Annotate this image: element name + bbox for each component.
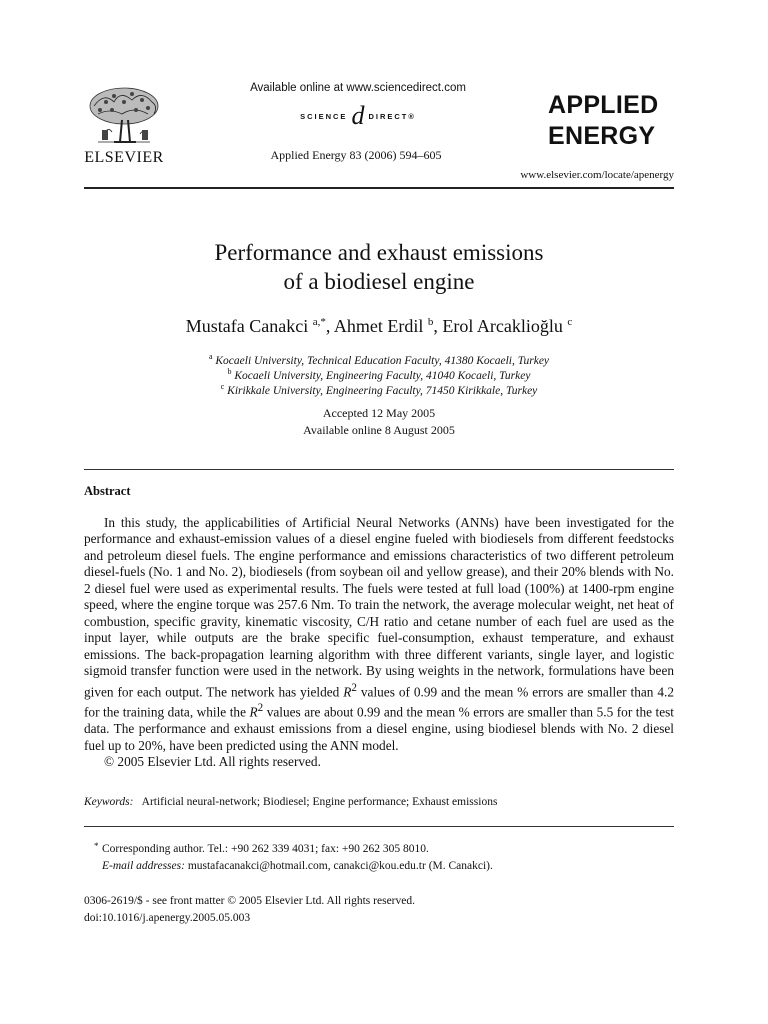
footnote bbox=[84, 841, 674, 875]
available-online-line: Available online at www.sciencedirect.com bbox=[250, 82, 466, 94]
affiliation-c bbox=[84, 382, 674, 397]
sciencedirect-logo bbox=[282, 103, 434, 129]
sd-left-text: SCIENCE bbox=[300, 111, 348, 121]
author-separator: , bbox=[433, 316, 443, 336]
affiliation-a bbox=[84, 352, 674, 367]
author-mark[interactable]: b bbox=[427, 316, 434, 328]
r-symbol: R bbox=[343, 683, 352, 699]
journal-title-line1: APPLIED bbox=[548, 91, 659, 119]
journal-title bbox=[548, 90, 678, 152]
r-symbol: R bbox=[249, 704, 258, 720]
affiliation-mark: b bbox=[227, 367, 232, 376]
email-links[interactable]: mustafacanakci@hotmail.com, canakci@kou.edu.tr bbox=[187, 860, 426, 872]
author-list bbox=[84, 316, 674, 337]
journal-citation: Applied Energy 83 (2006) 594–605 bbox=[270, 148, 442, 162]
article-dates bbox=[84, 405, 674, 439]
abstract-copyright: © 2005 Elsevier Ltd. All rights reserved. bbox=[104, 754, 321, 770]
abstract-text-part2: values of 0.99 and the mean % errors are smaller than 4.2 for the training data, while the bbox=[84, 683, 674, 720]
author-name: Ahmet Erdil bbox=[333, 316, 424, 336]
author-name: Mustafa Canakci bbox=[185, 316, 309, 336]
author-mark[interactable]: c bbox=[567, 316, 573, 328]
paper-title-line1: Performance and exhaust emissions bbox=[214, 240, 544, 265]
accepted-date: Accepted 12 May 2005 bbox=[322, 406, 436, 420]
affiliation-b bbox=[84, 367, 674, 382]
affiliation-mark: c bbox=[220, 382, 225, 391]
header-divider bbox=[84, 187, 674, 189]
corresponding-author-text: Corresponding author. Tel.: +90 262 339 4031; fax: +90 262 305 8010. bbox=[102, 843, 429, 855]
affiliation-text: Kirikkale University, Engineering Faculty, 71450 Kirikkale, Turkey bbox=[227, 384, 538, 397]
paper-title bbox=[84, 238, 674, 296]
elsevier-logo bbox=[84, 84, 164, 168]
doi-line[interactable]: doi:10.1016/j.apenergy.2005.05.003 bbox=[84, 912, 251, 924]
footnote-divider bbox=[84, 826, 674, 827]
email-owner: (M. Canakci). bbox=[428, 860, 493, 872]
author-mark[interactable]: a,* bbox=[312, 316, 326, 328]
affiliation-mark: a bbox=[208, 352, 213, 361]
abstract-heading: Abstract bbox=[84, 484, 131, 498]
email-label: E-mail addresses: bbox=[102, 860, 185, 872]
author-separator: , bbox=[325, 316, 334, 336]
keywords-text: Artificial neural-network; Biodiesel; Engine performance; Exhaust emissions bbox=[141, 796, 498, 808]
corresponding-author-note bbox=[84, 841, 674, 858]
keywords bbox=[84, 796, 674, 808]
elsevier-tree-icon bbox=[84, 84, 164, 148]
abstract-body bbox=[84, 515, 674, 771]
issn-block bbox=[84, 893, 415, 927]
r-exponent: 2 bbox=[351, 681, 357, 694]
abstract-text-part3: values are about 0.99 and the mean % errors are smaller than 5.5 for the test data. The performance and exhaust emissions from a diesel engine, using biodiesel blends with No. 2 diesel fuel up to 20%, have been predicted using the ANN model. bbox=[84, 704, 675, 753]
email-row bbox=[84, 858, 674, 875]
affiliation-text: Kocaeli University, Engineering Faculty, 41040 Kocaeli, Turkey bbox=[234, 369, 531, 382]
author-name: Erol Arcaklioğlu bbox=[442, 316, 563, 336]
publisher-name: ELSEVIER bbox=[84, 149, 164, 166]
sd-right-text: DIRECT® bbox=[368, 111, 416, 121]
abstract-paragraph bbox=[84, 515, 674, 754]
issn-line: 0306-2619/$ - see front matter © 2005 Elsevier Ltd. All rights reserved. bbox=[84, 895, 415, 907]
journal-title-line2: ENERGY bbox=[548, 122, 656, 150]
sd-mark-icon: d bbox=[351, 101, 365, 130]
r-exponent: 2 bbox=[257, 702, 264, 715]
abstract-text-part1: In this study, the applicabilities of Artificial Neural Networks (ANNs) have been investigated for the performance and exhaust-emission values of a diesel engine fueled with biodiesels from different feedstocks and petroleum diesel fuels. The engine performance and emissions characteristics of two different petroleum diesel-fuels (No. 1 and No. 2), biodiesels (from soybean oil and yellow grease), and their 20% blends with No. 2 diesel fuel were used as experimental results. The fuels were tested at full load (100%) at 1400-rpm engine speed, where the engine torque was 257.6 Nm. To train the network, the average molecular weight, net heat of combustion, specific gravity, kinematic viscosity, C/H ratio and cetane number of each fuel are used as the input layer, while outputs are the brake specific fuel-consumption, exhaust temperature, and exhaust emissions. The back-propagation learning algorithm with three different variants, single layer, and logistic sigmoid transfer function were used in the network. By using weights in the network, formulations have been given for each output. The network has yielded bbox=[84, 515, 674, 699]
affiliation-text: Kocaeli University, Technical Education Faculty, 41380 Kocaeli, Turkey bbox=[215, 354, 550, 367]
paper-title-line2: of a biodiesel engine bbox=[283, 269, 475, 294]
available-date: Available online 8 August 2005 bbox=[303, 423, 455, 437]
journal-url-link[interactable]: www.elsevier.com/locate/apenergy bbox=[520, 169, 674, 181]
footnote-mark: * bbox=[94, 841, 99, 851]
abstract-divider bbox=[84, 469, 674, 470]
keywords-label: Keywords: bbox=[84, 796, 134, 808]
